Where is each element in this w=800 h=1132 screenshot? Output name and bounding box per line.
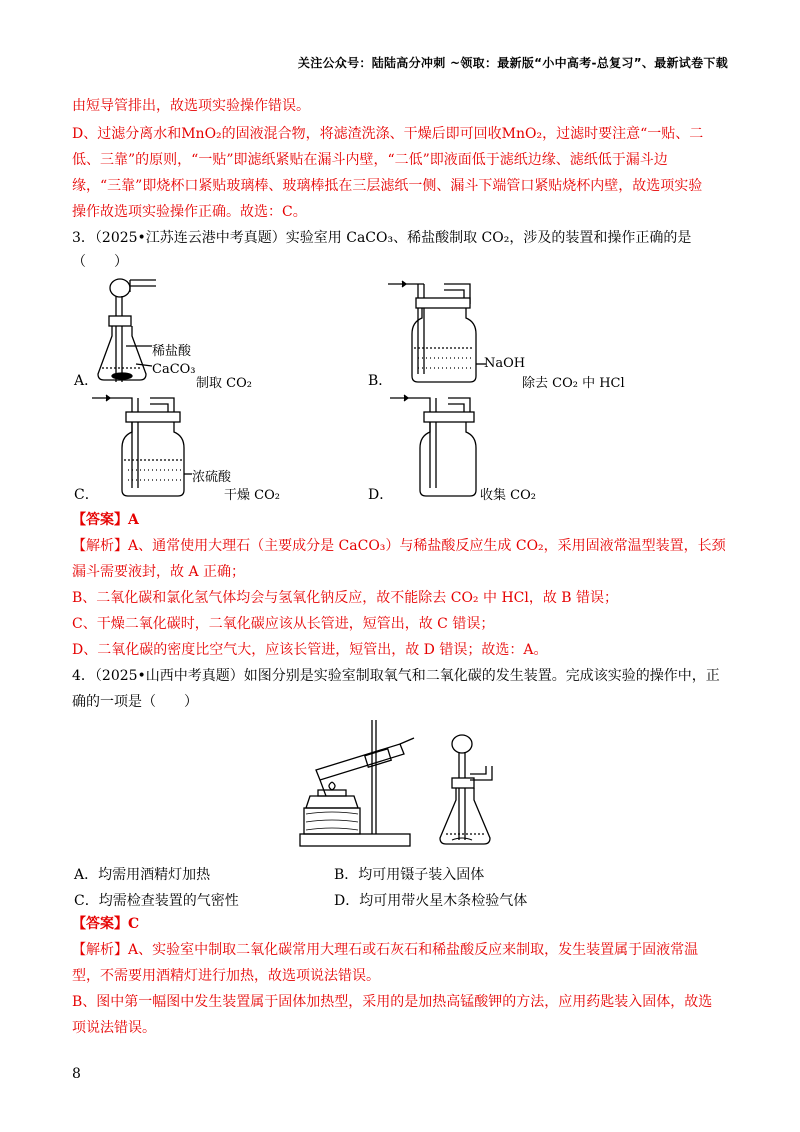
question-3-stem: 3．（2025•江苏连云港中考真题）实验室用 CaCO₃、稀盐酸制取 CO₂，涉及的装置和操作正确的是 xyxy=(72,230,692,246)
figure-a-label-acid: 稀盐酸 xyxy=(152,344,192,359)
figure-a-caption: 制取 CO₂ xyxy=(196,376,252,391)
figure-b-label: NaOH xyxy=(484,356,526,371)
question-4-answer: 【答案】C xyxy=(72,916,140,932)
text-line: 由短导管排出，故选项实验操作错误。 xyxy=(72,98,310,114)
figure-c-caption: 干燥 CO₂ xyxy=(224,488,280,503)
page-number: 8 xyxy=(72,1066,81,1082)
analysis-line: B、二氧化碳和氯化氢气体均会与氢氧化钠反应，故不能除去 CO₂ 中 HCl，故 B 错误； xyxy=(72,590,619,606)
analysis-line: 项说法错误。 xyxy=(72,1020,156,1036)
figure-a-label-solid: CaCO₃ xyxy=(152,362,196,377)
figure-b-letter: B． xyxy=(368,373,393,389)
text-line: D、过滤分离水和MnO₂的固液混合物，将滤渣洗涤、干燥后即可回收MnO₂，过滤时要注意“一贴、二 xyxy=(72,126,704,142)
apparatus-d-figure xyxy=(390,392,490,502)
question-4-option-a: A．均需用酒精灯加热 xyxy=(74,867,211,883)
page-header: 关注公众号：陆陆高分冲刺 ~领取：最新版“小中高考-总复习”、最新试卷下载 xyxy=(297,56,728,70)
figure-c-letter: C． xyxy=(74,487,99,503)
figure-b-caption: 除去 CO₂ 中 HCl xyxy=(522,376,625,391)
question-4-option-b: B．均可用镊子装入固体 xyxy=(334,867,485,883)
analysis-line: B、图中第一幅图中发生装置属于固体加热型，采用的是加热高锰酸钾的方法，应用药匙装入固体，故选 xyxy=(72,994,713,1010)
analysis-line: D、二氧化碳的密度比空气大，应该长管进，短管出，故 D 错误；故选：A。 xyxy=(72,642,548,658)
apparatus-q4-figure xyxy=(296,714,516,856)
question-4-stem: 4．（2025•山西中考真题）如图分别是实验室制取氧气和二氧化碳的发生装置。完成该实验的操作中，正 xyxy=(72,668,720,684)
question-3-stem-cont: （ ） xyxy=(72,254,128,270)
question-4-stem-cont: 确的一项是（ ） xyxy=(72,694,198,710)
text-line: 缘，“三靠”即烧杯口紧贴玻璃棒、玻璃棒抵在三层滤纸一侧、漏斗下端管口紧贴烧杯内壁，故选项实验 xyxy=(72,178,703,194)
question-4-option-d: D．均可用带火星木条检验气体 xyxy=(334,893,528,909)
analysis-line: C、干燥二氧化碳时，二氧化碳应该从长管进，短管出，故 C 错误； xyxy=(72,616,495,632)
text-line: 低、三靠”的原则，“一贴”即滤纸紧贴在漏斗内壁，“二低”即液面低于滤纸边缘、滤纸低于漏斗边 xyxy=(72,152,668,168)
analysis-line: 型，不需要用酒精灯进行加热，故选项说法错误。 xyxy=(72,968,380,984)
question-3-answer: 【答案】A xyxy=(72,512,139,528)
question-4-option-c: C．均需检查装置的气密性 xyxy=(74,893,239,909)
figure-d-caption: 收集 CO₂ xyxy=(480,488,536,503)
analysis-line: 【解析】A、实验室中制取二氧化碳常用大理石或石灰石和稀盐酸反应来制取，发生装置属于固液常温 xyxy=(72,942,699,958)
analysis-line: 【解析】A、通常使用大理石（主要成分是 CaCO₃）与稀盐酸反应生成 CO₂，采用固液常温型装置，长颈 xyxy=(72,538,726,554)
figure-d-letter: D． xyxy=(368,487,394,503)
apparatus-c-figure xyxy=(92,392,222,502)
apparatus-b-figure xyxy=(388,278,518,388)
figure-c-label: 浓硫酸 xyxy=(192,470,232,485)
text-line: 操作故选项实验操作正确。故选：C。 xyxy=(72,204,307,220)
analysis-line: 漏斗需要液封，故 A 正确； xyxy=(72,564,246,580)
figure-a-letter: A． xyxy=(74,373,99,389)
